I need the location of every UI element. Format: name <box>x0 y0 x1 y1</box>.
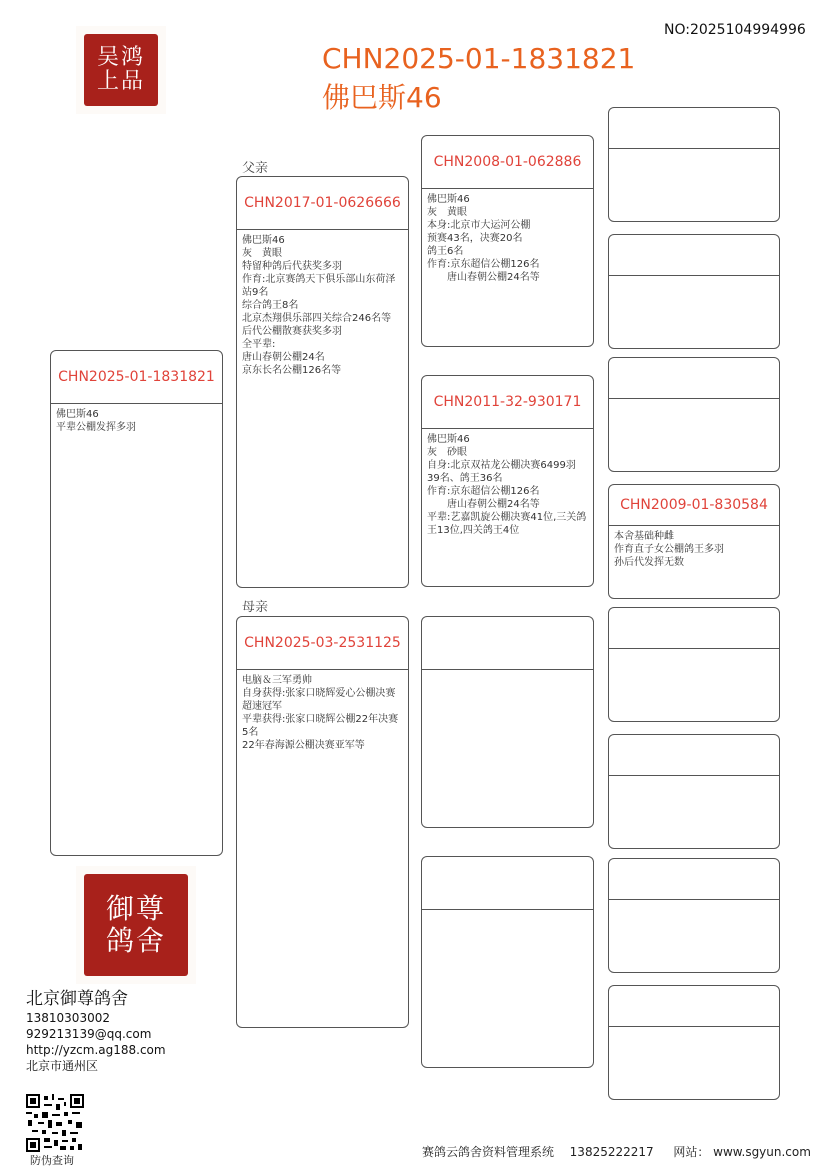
ggp-5-card <box>608 607 780 722</box>
document-number: NO:2025104994996 <box>664 22 806 38</box>
contact-block <box>26 988 166 1074</box>
mother-mother-ring <box>422 857 593 910</box>
ggp-6-card <box>608 734 780 849</box>
subject-ring: CHN2025-01-1831821 <box>51 351 222 404</box>
contact-phone: 13810303002 <box>26 1011 110 1025</box>
contact-address: 北京市通州区 <box>26 1059 99 1073</box>
qr-label: 防伪查询 <box>30 1154 74 1167</box>
ggp-3-card <box>608 357 780 472</box>
mother-father-card <box>421 616 594 828</box>
loft-name: 北京御尊鸽舍 <box>26 989 128 1009</box>
father-mother-ring: CHN2011-32-930171 <box>422 376 593 429</box>
ggp-3-ring <box>609 358 779 399</box>
mother-ring: CHN2025-03-2531125 <box>237 617 408 670</box>
seal-bottom-text: 御尊 鸽舍 <box>84 874 188 976</box>
footer-site-label: 网站： <box>673 1145 710 1159</box>
father-card <box>236 176 409 588</box>
mother-father-ring <box>422 617 593 670</box>
ggp-7-ring <box>609 859 779 900</box>
father-label: 父亲 <box>242 161 269 176</box>
father-details: 佛巴斯46 灰 黄眼 特留种鸽后代获奖多羽 作育:北京赛鸽天下俱乐部山东荷泽站9名 综合鸽王8名 北京杰翔俱乐部四关综合246名等 后代公棚散赛获奖多羽 全平辈: 唐山春朝公棚24名 京东长名公棚126名等 <box>242 235 396 376</box>
ggp-4-ring: CHN2009-01-830584 <box>609 485 779 526</box>
father-father-details: 佛巴斯46 灰 黄眼 本身:北京市大运河公棚 预赛43名，决赛20名 鸽王6名 作育:京东超信公棚126名 唐山春朝公棚24名等 <box>427 194 540 283</box>
ggp-6-ring <box>609 735 779 776</box>
ggp-4-details: 本舍基础种雌 作育直子女公棚鸽王多羽 孙后代发挥无数 <box>614 531 724 568</box>
seal-bottom <box>76 866 196 984</box>
footer-phone: 13825222217 <box>569 1145 654 1159</box>
seal-top <box>76 26 166 114</box>
qr-code-icon[interactable] <box>26 1094 84 1152</box>
ggp-2-ring <box>609 235 779 276</box>
father-mother-card <box>421 375 594 587</box>
subject-card <box>50 350 223 856</box>
ggp-1-ring <box>609 108 779 149</box>
contact-email: 929213139@qq.com <box>26 1027 152 1041</box>
footer <box>422 1143 811 1160</box>
father-mother-details: 佛巴斯46 灰 砂眼 自身:北京双祜龙公棚决赛6499羽39名、鸽王36名 作育:京东超信公棚126名 唐山春朝公棚24名等 平辈:艺嘉凯旋公棚决赛41位,三关鸽王13位,四关鸽王4位 <box>427 434 587 536</box>
contact-url[interactable]: http://yzcm.ag188.com <box>26 1043 166 1057</box>
title-name: 佛巴斯46 <box>322 81 442 114</box>
subject-details: 佛巴斯46 平辈公棚发挥多羽 <box>56 409 136 433</box>
footer-site[interactable]: www.sgyun.com <box>713 1145 811 1159</box>
mother-mother-card <box>421 856 594 1068</box>
mother-details: 电脑＆三军勇帅 自身获得:张家口晓辉爱心公棚决赛超速冠军 平辈获得:张家口晓辉公棚22年决赛5名 22年春海源公棚决赛亚军等 <box>242 675 399 751</box>
mother-card <box>236 616 409 1028</box>
ggp-2-card <box>608 234 780 349</box>
ggp-8-ring <box>609 986 779 1027</box>
father-ring: CHN2017-01-0626666 <box>237 177 408 230</box>
seal-top-text: 吴鸿 上品 <box>84 34 158 106</box>
father-father-ring: CHN2008-01-062886 <box>422 136 593 189</box>
ggp-4-card <box>608 484 780 599</box>
title-ring: CHN2025-01-1831821 <box>322 42 636 75</box>
father-father-card <box>421 135 594 347</box>
ggp-7-card <box>608 858 780 973</box>
ggp-5-ring <box>609 608 779 649</box>
mother-label: 母亲 <box>242 600 269 615</box>
ggp-1-card <box>608 107 780 222</box>
ggp-8-card <box>608 985 780 1100</box>
footer-system: 赛鸽云鸽舍资料管理系统 <box>422 1145 555 1159</box>
